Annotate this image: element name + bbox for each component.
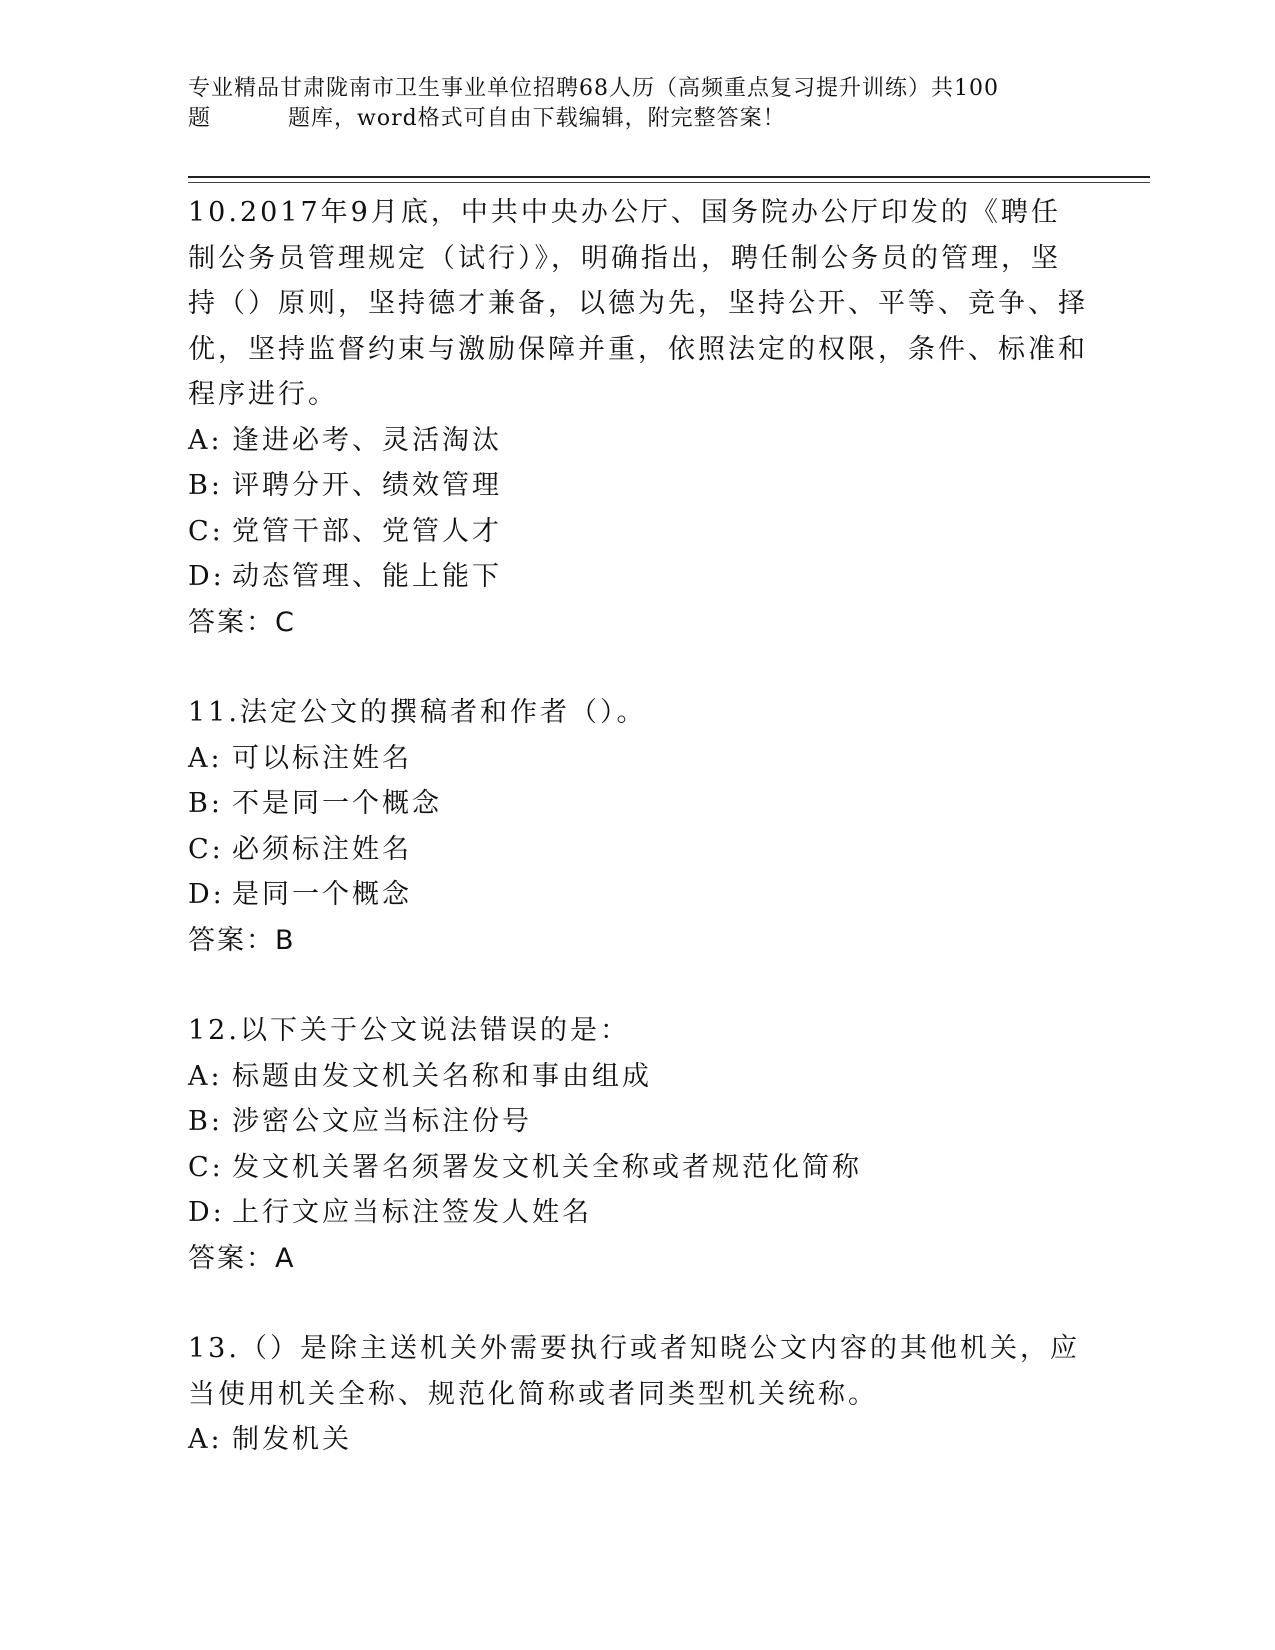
option-d: [188, 872, 1088, 918]
option-text: 党管干部、党管人才: [232, 515, 502, 547]
option-d: [188, 554, 1088, 600]
option-key: B:: [188, 788, 223, 819]
option-key: D:: [188, 1197, 225, 1228]
option-key: A:: [188, 424, 223, 456]
question-10: [188, 190, 1088, 645]
option-key: B:: [188, 470, 223, 501]
header-divider-thick: [188, 176, 1150, 178]
option-a: [188, 1054, 1088, 1100]
option-text: 是同一个概念: [232, 879, 412, 910]
option-key: A:: [188, 1060, 223, 1092]
option-key: D:: [188, 561, 225, 592]
question-11: [188, 690, 1088, 963]
header-title-line2-prefix: 题: [188, 106, 212, 131]
option-key: B:: [188, 1106, 223, 1137]
option-c: [188, 1145, 1088, 1191]
option-text: 标题由发文机关名称和事由组成: [232, 1060, 652, 1092]
header-divider-thin: [188, 182, 1150, 183]
question-stem: 13.（）是除主送机关外需要执行或者知晓公文内容的其他机关，应当使用机关全称、规范化简称或者同类型机关统称。: [188, 1333, 1080, 1410]
option-text: 动态管理、能上能下: [232, 561, 502, 592]
option-c: [188, 509, 1088, 555]
question-stem: 10.2017年9月底，中共中央办公厅、国务院办公厅印发的《聘任制公务员管理规定（试行）》，明确指出，聘任制公务员的管理，坚持（）原则，坚持德才兼备，以德为先，坚持公开、平等、竞争、择优，坚持监督约束与激励保障并重，依照法定的权限，条件、标准和程序进行。: [188, 197, 1088, 410]
option-text: 制发机关: [232, 1424, 352, 1455]
question-list: [188, 190, 1088, 1463]
option-text: 逢进必考、灵活淘汰: [232, 424, 502, 456]
question-stem: 11.法定公文的撰稿者和作者（）。: [188, 697, 647, 728]
option-key: C:: [188, 515, 224, 547]
option-a: [188, 736, 1088, 782]
option-key: C:: [188, 833, 224, 865]
option-a: [188, 1417, 1088, 1463]
option-key: A:: [188, 742, 223, 774]
option-text: 上行文应当标注签发人姓名: [232, 1197, 592, 1228]
header-title-line2: [188, 104, 1068, 134]
question-stem: 12.以下关于公文说法错误的是：: [188, 1015, 630, 1046]
option-text: 必须标注姓名: [232, 833, 412, 865]
header-title-line1: 专业精品甘肃陇南市卫生事业单位招聘68人历（高频重点复习提升训练）共100: [188, 76, 999, 101]
option-b: [188, 463, 1088, 509]
option-key: D:: [188, 879, 225, 910]
option-d: [188, 1190, 1088, 1236]
option-text: 不是同一个概念: [232, 788, 442, 819]
option-b: [188, 1099, 1088, 1145]
option-text: 可以标注姓名: [232, 742, 412, 774]
option-key: A:: [188, 1424, 223, 1455]
answer-line: 答案：C: [188, 606, 296, 638]
option-b: [188, 781, 1088, 827]
document-header: [188, 74, 1068, 134]
option-text: 涉密公文应当标注份号: [232, 1106, 532, 1137]
option-text: 评聘分开、绩效管理: [232, 470, 502, 501]
header-title-line2-text: 题库，word格式可自由下载编辑，附完整答案！: [288, 106, 786, 131]
question-13: [188, 1326, 1088, 1463]
option-a: [188, 418, 1088, 464]
answer-line: 答案：A: [188, 1242, 296, 1274]
option-c: [188, 827, 1088, 873]
option-text: 发文机关署名须署发文机关全称或者规范化简称: [232, 1151, 862, 1183]
option-key: C:: [188, 1151, 224, 1183]
question-12: [188, 1008, 1088, 1281]
answer-line: 答案：B: [188, 924, 296, 956]
